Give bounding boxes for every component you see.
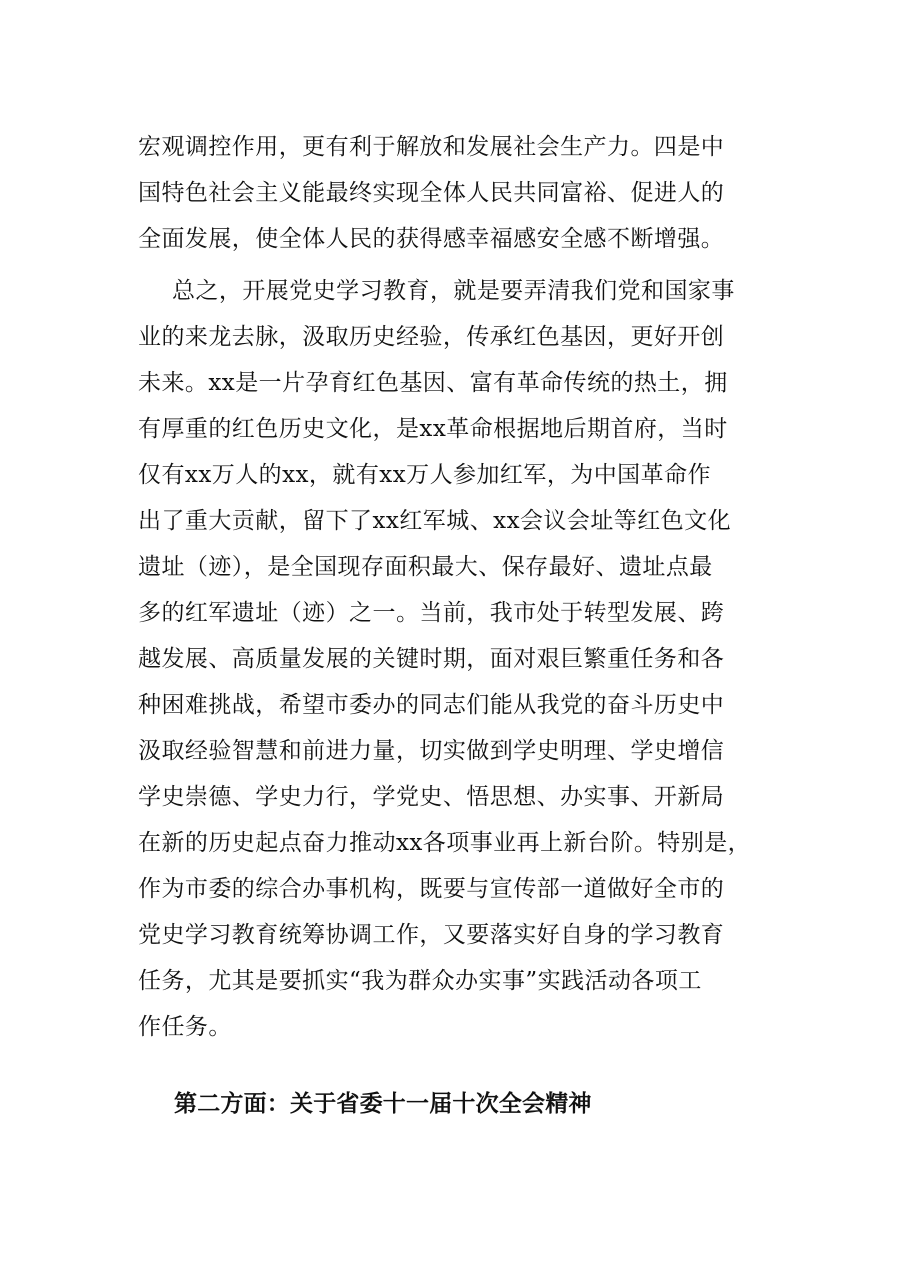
text-line: 总之，开展党史学习教育，就是要弄清我们党和国家事 — [172, 278, 735, 304]
text-line: 汲取经验智慧和前进力量，切实做到学史明理、学史增信 — [138, 738, 725, 764]
text-line: 种困难挑战，希望市委办的同志们能从我党的奋斗历史中 — [138, 692, 725, 718]
paragraph-2 — [138, 268, 788, 1050]
text-line: 任务，尤其是要抓实“我为群众办实事”实践活动各项工 — [138, 968, 702, 994]
text-line: 多的红军遗址（迹）之一。当前，我市处于转型发展、跨 — [138, 600, 725, 626]
paragraph-1 — [138, 124, 788, 262]
text-line: 出了重大贡献，留下了xx红军城、xx会议会址等红色文化 — [138, 508, 732, 534]
text-line: 仅有xx万人的xx，就有xx万人参加红军，为中国革命作 — [138, 462, 711, 488]
text-line: 国特色社会主义能最终实现全体人民共同富裕、促进人的 — [138, 180, 725, 206]
text-line: 全面发展，使全体人民的获得感幸福感安全感不断增强。 — [138, 226, 725, 252]
text-line: 未来。xx是一片孕育红色基因、富有革命传统的热土，拥 — [138, 370, 728, 396]
body-text — [138, 124, 788, 1050]
text-line: 有厚重的红色历史文化，是xx革命根据地后期首府，当时 — [138, 416, 728, 442]
text-line: 学史崇德、学史力行，学党史、悟思想、办实事、开新局 — [138, 784, 725, 810]
text-line: 越发展、高质量发展的关键时期，面对艰巨繁重任务和各 — [138, 646, 725, 672]
section-heading: 第二方面：关于省委十一届十次全会精神 — [174, 1091, 592, 1117]
text-line: 业的来龙去脉，汲取历史经验，传承红色基因，更好开创 — [138, 324, 725, 350]
text-line: 宏观调控作用，更有利于解放和发展社会生产力。四是中 — [138, 134, 725, 160]
text-line: 遗址（迹），是全国现存面积最大、保存最好、遗址点最 — [138, 554, 713, 580]
text-line: 在新的历史起点奋力推动xx各项事业再上新台阶。特别是， — [138, 830, 752, 856]
text-line: 党史学习教育统筹协调工作，又要落实好自身的学习教育 — [138, 922, 725, 948]
text-line: 作任务。 — [138, 1014, 232, 1040]
text-line: 作为市委的综合办事机构，既要与宣传部一道做好全市的 — [138, 876, 725, 902]
